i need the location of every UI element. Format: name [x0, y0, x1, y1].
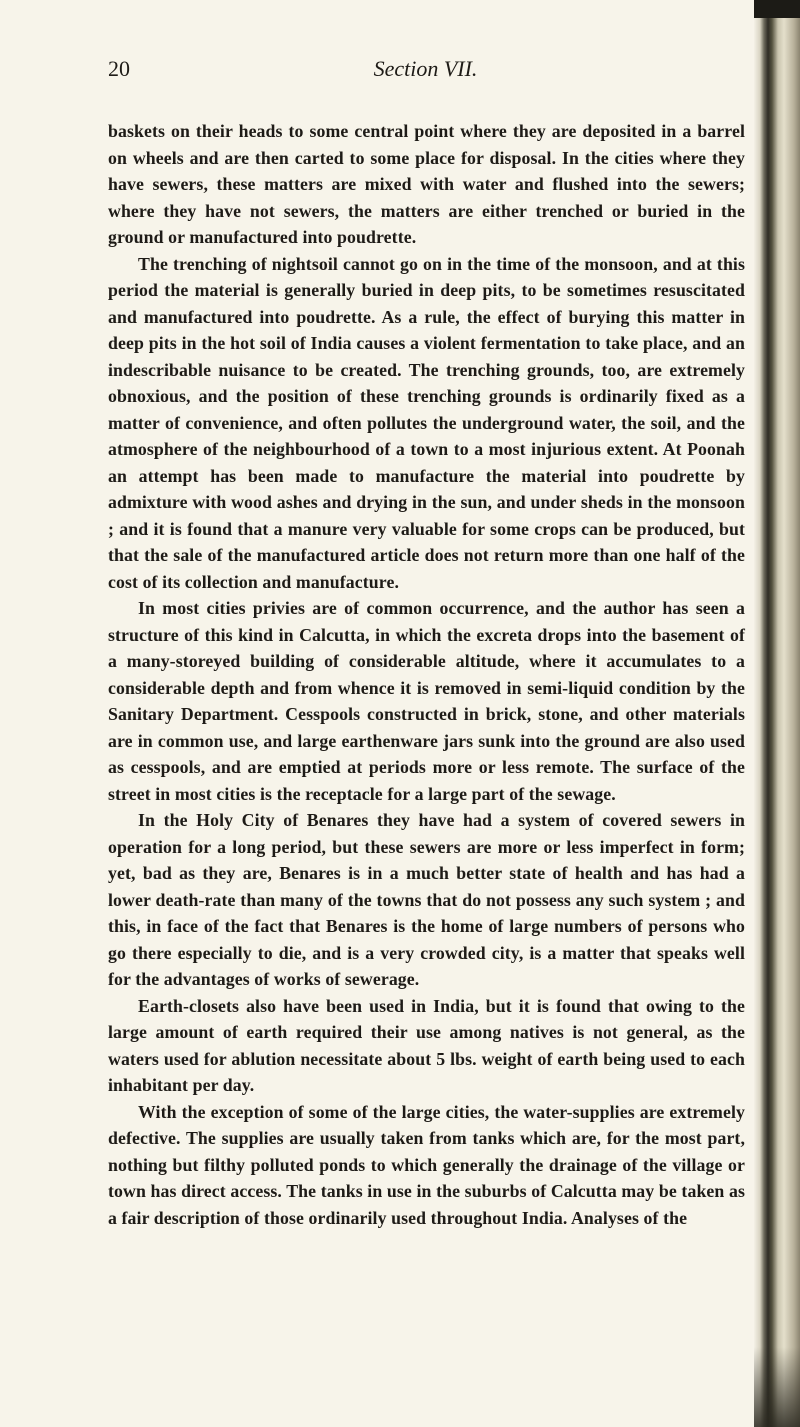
page-number: 20 — [108, 56, 130, 81]
body-text — [108, 118, 745, 1231]
running-header — [108, 56, 743, 86]
paragraph: In the Holy City of Benares they have had a system of covered sewers in operation for a long period, but these sewers are more or less imperfect in form; yet, bad as they are, Benares is in a much better state of health and has had a lower death-rate than many of the towns that do not possess any such system ; and this, in face of the fact that Benares is the home of large numbers of persons who go there especially to die, and is a very crowded city, is a matter that speaks well for the advantages of works of sewerage. — [108, 810, 745, 989]
paragraph: In most cities privies are of common occurrence, and the author has seen a structure of this kind in Calcutta, in which the excreta drops into the basement of a many-storeyed building of considerable altitude, where it accumulates to a considerable depth and from whence it is removed in semi-liquid condition by the Sanitary Department. Cesspools constructed in brick, stone, and other materials are in common use, and large earthenware jars sunk into the ground are also used as cesspools, and are emptied at periods more or less remote. The surface of the street in most cities is the receptacle for a large part of the sewage. — [108, 598, 745, 804]
binding-top-shadow — [754, 0, 800, 18]
page-binding-edge — [754, 0, 800, 1427]
binding-bottom-shadow — [754, 1347, 800, 1427]
paragraph: With the exception of some of the large cities, the water-supplies are extremely defective. The supplies are usually taken from tanks which are, for the most part, nothing but filthy polluted ponds to which generally the drainage of the village or town has direct access. The tanks in use in the suburbs of Calcutta may be taken as a fair description of those ordinarily used throughout India. Analyses of the — [108, 1101, 745, 1228]
paragraph: The trenching of nightsoil cannot go on in the time of the monsoon, and at this period the material is generally buried in deep pits, to be sometimes resuscitated and manufactured into poudrette. As a rule, the effect of burying this matter in deep pits in the hot soil of India causes a violent fermentation to take place, and an indescribable nuisance to be created. The trenching grounds, too, are extremely obnoxious, and the position of these trenching grounds is ordinarily fixed as a matter of convenience, and often pollutes the underground water, the soil, and the atmosphere of the neighbourhood of a town to a most injurious extent. At Poonah an attempt has been made to manufacture the material into poudrette by admixture with wood ashes and drying in the sun, and under sheds in the monsoon ; and it is found that a manure very valuable for some crops can be produced, but that the sale of the manufactured article does not return more than one half of the cost of its collection and manufacture. — [108, 253, 745, 592]
paragraph: baskets on their heads to some central point where they are deposited in a barrel on wheels and are then carted to some place for disposal. In the cities where they have sewers, these matters are mixed with water and flushed into the sewers; where they have not sewers, the matters are either trenched or buried in the ground or manufactured into poudrette. — [108, 121, 745, 247]
section-title: Section VII. — [373, 56, 478, 81]
paragraph: Earth-closets also have been used in India, but it is found that owing to the large amount of earth required their use among natives is not general, as the waters used for ablution necessitate about 5 lbs. weight of earth being used to each inhabitant per day. — [108, 995, 745, 1095]
